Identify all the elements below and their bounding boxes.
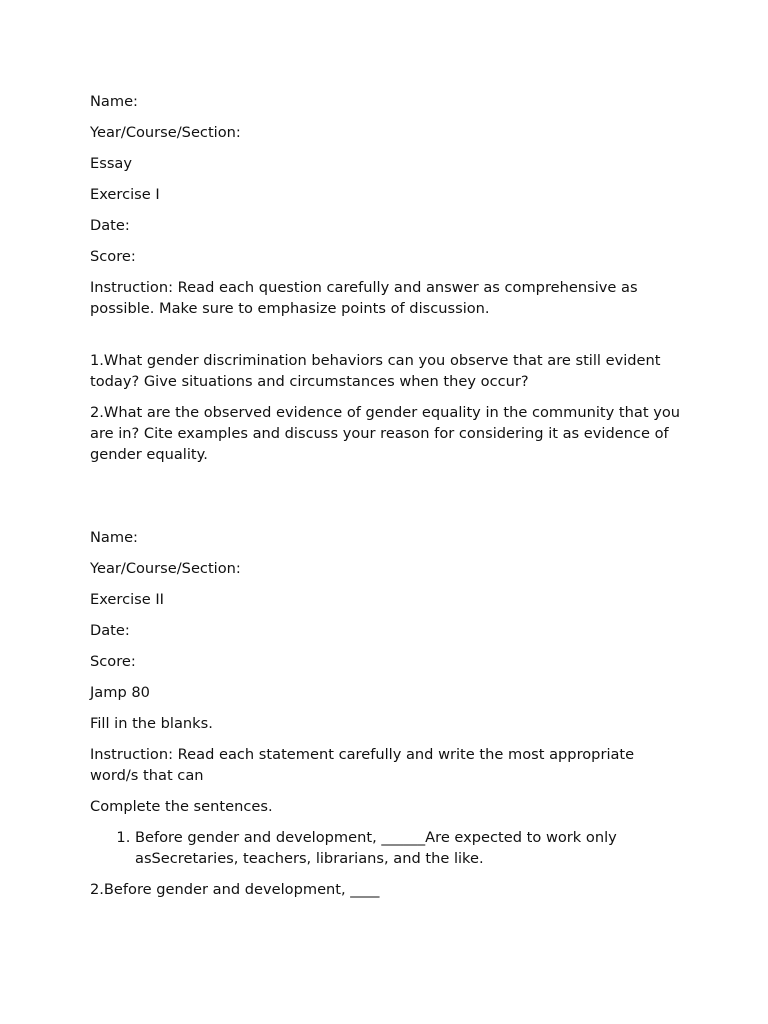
jamp-label: Jamp 80 xyxy=(90,684,150,701)
exercise-title: Exercise II xyxy=(90,591,164,608)
year-course-section-label: Year/Course/Section: xyxy=(90,124,241,141)
fill-in-list xyxy=(90,827,680,869)
name-label: Name: xyxy=(90,93,138,110)
date-label: Date: xyxy=(90,622,130,639)
fill-in-item-2: 2.Before gender and development, ____ xyxy=(90,881,380,898)
date-label: Date: xyxy=(90,217,130,234)
essay-label: Essay xyxy=(90,155,133,172)
document-body xyxy=(90,91,680,910)
complete-label: Complete the sentences. xyxy=(90,798,273,815)
instruction-text: Instruction: Read each statement carefully and write the most appropriate word/s that can xyxy=(90,746,635,784)
exercise-title: Exercise I xyxy=(90,186,160,203)
question-1: 1.What gender discrimination behaviors can you observe that are still evident today? Give situations and circumstances when they occur? xyxy=(90,352,661,390)
score-label: Score: xyxy=(90,248,136,265)
spacer xyxy=(90,329,680,350)
year-course-section-label: Year/Course/Section: xyxy=(90,560,241,577)
name-label: Name: xyxy=(90,529,138,546)
spacer xyxy=(90,475,680,527)
score-label: Score: xyxy=(90,653,136,670)
list-item: 1. Before gender and development, ______Are expected to work only asSecretaries, teachers, librarians, and the like. xyxy=(135,827,680,869)
question-2: 2.What are the observed evidence of gender equality in the community that you are in? Cite examples and discuss your reason for considering it as evidence of gender equality. xyxy=(90,404,681,463)
fill-in-label: Fill in the blanks. xyxy=(90,715,213,732)
instruction-text: Instruction: Read each question carefully and answer as comprehensive as possible. Make sure to emphasize points of discussion. xyxy=(90,279,638,317)
